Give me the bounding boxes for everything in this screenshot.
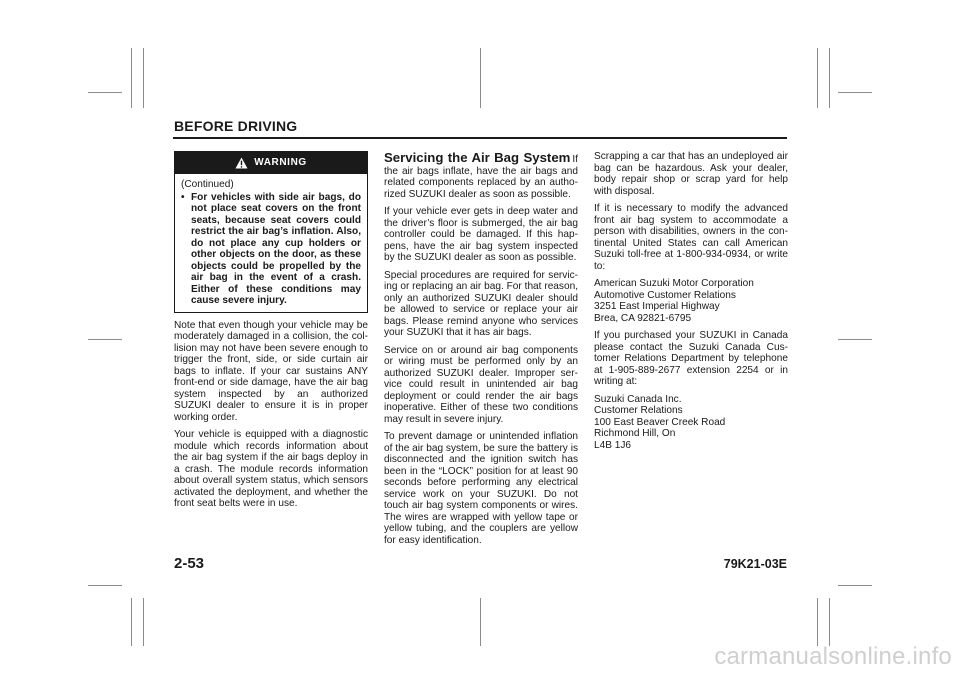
column-middle: [384, 151, 578, 552]
address-line: 100 East Beaver Creek Road: [594, 416, 726, 428]
warning-triangle-icon: [235, 157, 248, 169]
section-header: BEFORE DRIVING: [174, 118, 298, 134]
warning-header: [175, 152, 367, 174]
address-line: Brea, CA 92821-6795: [594, 312, 692, 324]
paragraph: Your vehicle is equipped with a diagnostic module which records information about the air bag system if the air bags deploy in a crash. The module records information about overall system status, which sensors activated the deployment, and whether the front seat belts were in use.: [174, 429, 368, 509]
crop-mark: [143, 598, 144, 646]
crop-mark: [838, 339, 872, 340]
crop-mark: [88, 339, 122, 340]
crop-mark: [829, 48, 830, 108]
bullet-dot: •: [181, 191, 185, 203]
crop-mark: [817, 48, 818, 108]
document-code: 79K21-03E: [723, 557, 787, 571]
paragraph: Note that even though your vehicle may be moderately damaged in a collision, the col-lision may not have been severe enough to trigger the front, side, or side curtain air bags to inflate. If your car sustains ANY front-end or side damage, have the air bag system inspected by an authorized SUZUKI dealer to ensure it is in proper working order.: [174, 319, 368, 423]
section-title: Servicing the Air Bag System: [384, 150, 571, 165]
paragraph: If the air bags inflate, have the air bags and related components replaced by an autho-rized SUZUKI dealer as soon as possible.: [384, 154, 578, 200]
address-line: American Suzuki Motor Corporation: [594, 278, 754, 289]
crop-mark: [88, 585, 122, 586]
canada-address: [594, 394, 788, 452]
paragraph: To prevent damage or unintended inflation of the air bag system, be sure the battery is disconnected and the ignition switch has been in the “LOCK” position for at least 90 seconds before performing any electrical service work on your SUZUKI. Do not touch air bag system components or wires. The wires are wrapped with yellow tape or yellow tubing, and the couplers are yellow for easy identification.: [384, 431, 578, 546]
address-line: 3251 East Imperial Highway: [594, 301, 720, 312]
column-right: [594, 151, 788, 457]
warning-continued: (Continued): [181, 179, 234, 190]
paragraph: If your vehicle ever gets in deep water and the driver’s floor is submerged, the air bag controller could be damaged. If this hap-pens, have the air bag system inspected by the SUZUKI dealer as soon as possible.: [384, 206, 578, 263]
us-address: [594, 278, 788, 324]
warning-label: WARNING: [254, 157, 307, 169]
paragraph: Special procedures are required for servic-ing or replacing an air bag. For that reason, only an authorized SUZUKI dealer should be allowed to service or replace your air bags. Please remind anyone who services your SUZUKI that it has air bags.: [384, 269, 578, 338]
crop-mark: [131, 598, 132, 646]
paragraph: If it is necessary to modify the advanced front air bag system to accommodate a person with disabilities, owners in the con-tinental United States can call American Suzuki toll-free at 1-800-934-0934, or write to:: [594, 203, 788, 272]
crop-mark: [838, 92, 872, 93]
crop-mark: [131, 48, 132, 108]
paragraph: Scrapping a car that has an undeployed air bag can be hazardous. Ask your dealer, body repair shop or scrap yard for help with disposal.: [594, 151, 788, 197]
crop-mark: [480, 48, 481, 108]
paragraph: If you purchased your SUZUKI in Canada please contact the Suzuki Canada Cus-tomer Relations Department by telephone at 1-905-889-2677 extension 2254 or in writing at:: [594, 330, 788, 387]
address-line: Customer Relations: [594, 405, 683, 416]
address-line: L4B 1J6: [594, 439, 632, 451]
column-left: [174, 151, 368, 516]
warning-body: [175, 174, 367, 312]
warning-box: [174, 151, 368, 313]
crop-mark: [143, 48, 144, 108]
warning-bullet-text: For vehicles with side air bags, do not place seat covers on the front seats, because seat covers could restrict the air bag’s inflation. Also, do not place any cup holders or other objects on the door, as these objects could be propelled by the air bag in the event of a crash. Either of these conditions may cause severe injury.: [191, 191, 361, 306]
page-number: 2-53: [174, 555, 205, 572]
address-line: Suzuki Canada Inc.: [594, 393, 682, 405]
crop-mark: [817, 598, 818, 646]
paragraph: Service on or around air bag components or wiring must be performed only by an authorized SUZUKI dealer. Improper ser-vice could result in unintended air bag deployment or could render the air bags inoperative. Either of these two conditions may result in severe injury.: [384, 344, 578, 425]
crop-mark: [88, 92, 122, 93]
crop-mark: [829, 598, 830, 646]
header-rule: [173, 137, 787, 139]
address-line: Richmond Hill, On: [594, 428, 676, 439]
warning-bullet: [181, 192, 361, 307]
crop-mark: [480, 598, 481, 646]
address-line: Automotive Customer Relations: [594, 289, 736, 301]
crop-mark: [838, 585, 872, 586]
watermark: carmanualsonline.info: [714, 643, 952, 670]
